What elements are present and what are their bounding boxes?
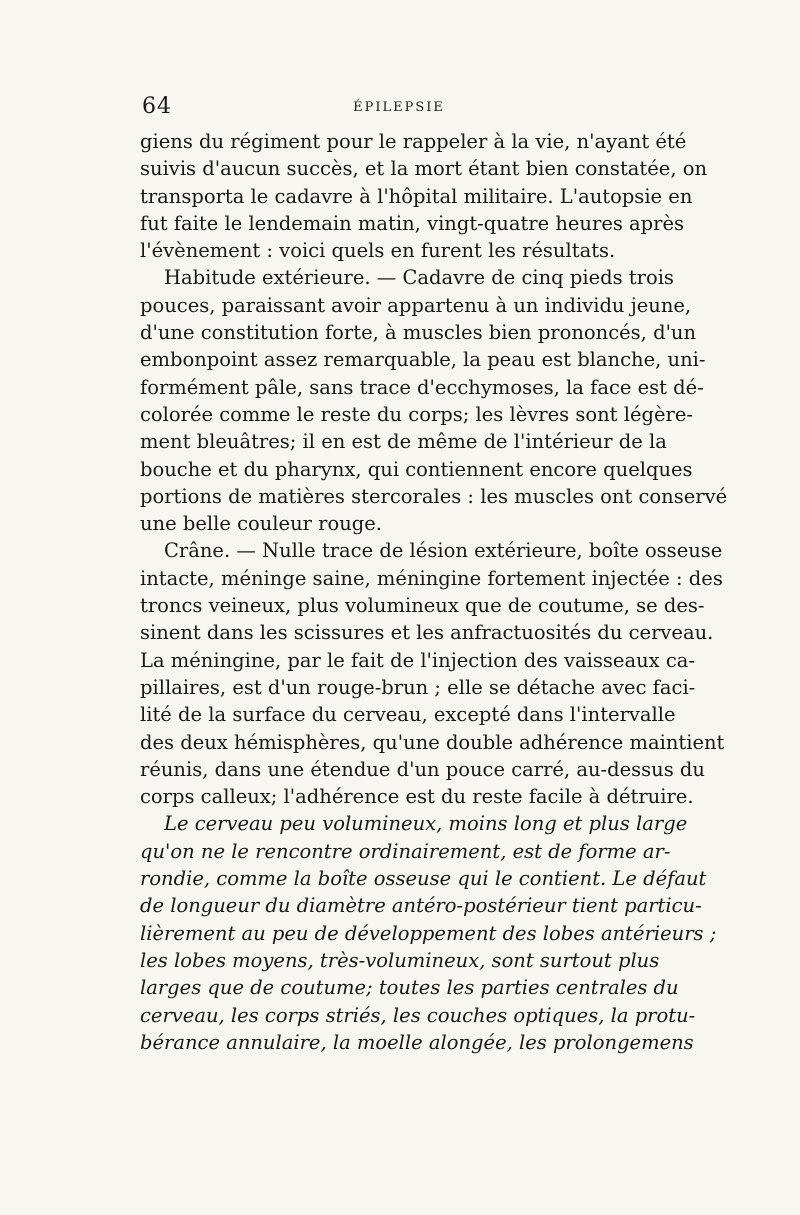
text-line: transporta le cadavre à l'hôpital militaire. L'autopsie en — [140, 184, 693, 208]
text-line: portions de matières stercorales : les muscles ont conservé — [140, 484, 728, 508]
text-line: lièrement au peu de développement des lobes antérieurs ; — [140, 921, 717, 945]
page-text — [140, 128, 728, 1056]
text-line: formément pâle, sans trace d'ecchymoses, la face est dé- — [140, 375, 704, 399]
text-line: des deux hémisphères, qu'une double adhérence maintient — [140, 730, 725, 754]
text-line: l'évènement : voici quels en furent les résultats. — [140, 239, 616, 263]
text-line: giens du régiment pour le rappeler à la vie, n'ayant été — [140, 130, 687, 153]
text-line: intacte, méninge saine, méningine fortement injectée : des — [140, 566, 723, 590]
text-line: larges que de coutume; toutes les parties centrales du — [140, 976, 679, 1000]
text-line: ment bleuâtres; il en est de même de l'intérieur de la — [140, 430, 667, 454]
text-line: colorée comme le reste du corps; les lèvres sont légère- — [140, 402, 693, 426]
text-line: pillaires, est d'un rouge-brun ; elle se détache avec faci- — [140, 675, 696, 699]
text-line: troncs veineux, plus volumineux que de coutume, se des- — [140, 594, 705, 618]
text-line: cerveau, les corps striés, les couches optiques, la protu- — [140, 1003, 696, 1027]
text-line: bérance annulaire, la moelle alongée, les prolongemens — [140, 1030, 694, 1054]
text-line: rondie, comme la boîte osseuse qui le contient. Le défaut — [140, 867, 707, 891]
text-line: suivis d'aucun succès, et la mort étant bien constatée, on — [140, 157, 708, 181]
text-line: corps calleux; l'adhérence est du reste facile à détruire. — [140, 785, 694, 809]
text-line: Le cerveau peu volumineux, moins long et plus large — [164, 812, 688, 836]
text-line: pouces, paraissant avoir appartenu à un individu jeune, — [140, 293, 692, 317]
text-line: Crâne. — Nulle trace de lésion extérieure, boîte osseuse — [164, 539, 723, 563]
text-line: d'une constitution forte, à muscles bien prononcés, d'un — [140, 321, 697, 345]
running-head: ÉPILEPSIE — [353, 100, 445, 115]
text-line: les lobes moyens, très-volumineux, sont surtout plus — [140, 948, 660, 972]
text-line: une belle couleur rouge. — [140, 512, 383, 536]
book-page — [140, 92, 728, 1056]
text-line: lité de la surface du cerveau, excepté dans l'intervalle — [140, 703, 676, 727]
text-line: Habitude extérieure. — Cadavre de cinq pieds trois — [164, 266, 674, 290]
text-line: de longueur du diamètre antéro-postérieur tient particu- — [140, 894, 702, 918]
page-header — [140, 92, 658, 128]
text-line: qu'on ne le rencontre ordinairement, est de forme ar- — [140, 839, 671, 863]
text-line: réunis, dans une étendue d'un pouce carré, au-dessus du — [140, 757, 705, 781]
text-line: La méningine, par le fait de l'injection des vaisseaux ca- — [140, 648, 695, 672]
page-number: 64 — [142, 94, 172, 119]
text-line: sinent dans les scissures et les anfractuosités du cerveau. — [140, 621, 714, 645]
text-line: embonpoint assez remarquable, la peau est blanche, uni- — [140, 348, 706, 372]
text-line: fut faite le lendemain matin, vingt-quatre heures après — [140, 211, 685, 235]
text-line: bouche et du pharynx, qui contiennent encore quelques — [140, 457, 693, 481]
